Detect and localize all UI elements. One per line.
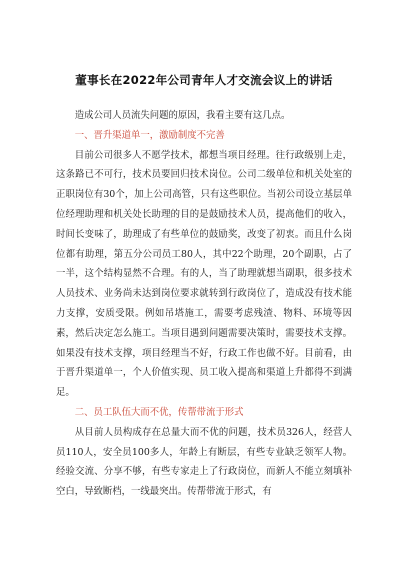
section-1-paragraph: 目前公司很多人不愿学技术，都想当项目经理。往行政级别上走，这条路已不可行，技术员要回归技术岗位。公司二级单位和机关处室的正职岗位有30个，加上公司高管，只有这些职位。当初公司设立基层单位经理助理和机关处长助理的目的是鼓励技术人员，提高他们的收入，时间长变味了，助理成了有些单位的鼓励奖，改变了初衷。而且什么岗位都有助理，第五分公司员工80人，其中22个助理，20个副职，占了一半，这个结构显然不合理。有的人，当了助理就想当副职，很多技术人员技术、业务尚未达到岗位要求就转到行政岗位了，造成没有技术能力支撑，安质受限。例如吊塔施工，需要考虑残渣、物料、环境等因素，然后决定怎么施工。当项目遇到问题需要决策时，需要技术支撑。如果没有技术支撑，项目经理当不好，行政工作也做不好。目前看，由于晋升渠道单一，个人价值实现、员工收入提高和渠道上升都得不到满足。 (56, 149, 352, 399)
section-2-heading: 二、员工队伍大而不优，传帮带流于形式 (74, 406, 244, 418)
intro-paragraph: 造成公司人员流失问题的原因，我看主要有这几点。 (74, 110, 291, 121)
section-1-heading: 一、晋升渠道单一，激励制度不完善 (74, 129, 225, 141)
section-2-paragraph: 从目前人员构成存在总量大而不优的问题，技术员326人，经营人员110人，安全员100多人，年龄上有断层，有些专业缺乏领军人物。经验交流、分享不够，有些专家走上了行政岗位，而新人不能立刻填补空白，导致断档，一线最突出。传帮带流于形式，有 (56, 426, 352, 498)
document-title: 董事长在2022年公司青年人才交流会议上的讲话 (75, 73, 333, 87)
